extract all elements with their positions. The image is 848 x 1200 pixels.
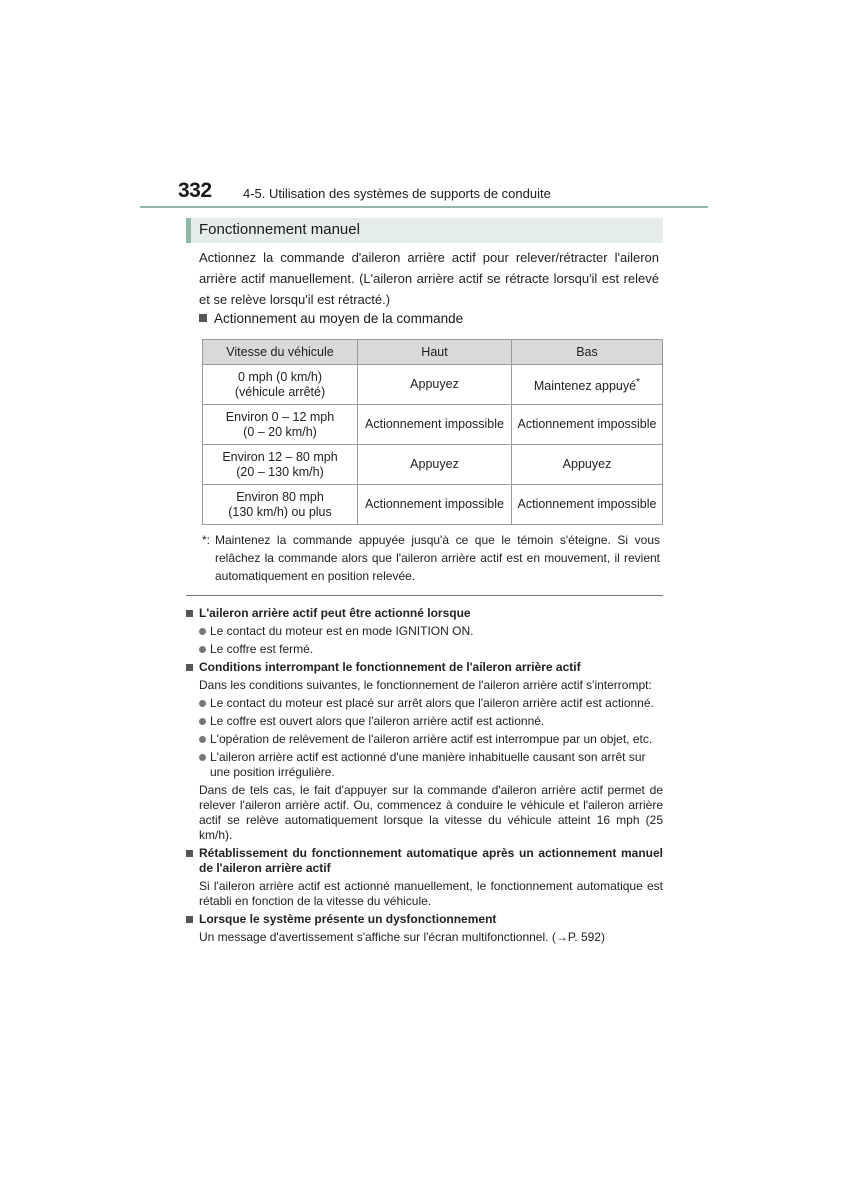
square-bullet-icon (186, 850, 193, 857)
header-rule (140, 206, 708, 208)
list-item: L'aileron arrière actif est actionné d'une manière inhabituelle causant son arrêt sur une position irrégulière. (186, 750, 663, 780)
bullet-dot-icon (199, 700, 206, 707)
up-cell: Appuyez (358, 365, 512, 405)
header-down: Bas (512, 340, 663, 365)
square-bullet-icon (186, 916, 193, 923)
list-item: L'opération de relèvement de l'aileron arrière actif est interrompue par un objet, etc. (186, 732, 663, 747)
header-up: Haut (358, 340, 512, 365)
notes-divider (186, 595, 663, 596)
header-speed: Vitesse du véhicule (203, 340, 358, 365)
note-paragraph: Si l'aileron arrière actif est actionné manuellement, le fonctionnement automatique est rétabli en fonction de la vitesse du véhicule. (199, 879, 663, 908)
down-cell: Maintenez appuyé* (512, 365, 663, 405)
note-heading: Lorsque le système présente un dysfonctionnement (186, 912, 663, 927)
footnote-marker: *: (202, 533, 211, 547)
table-header-row (203, 340, 663, 365)
running-head: 4-5. Utilisation des systèmes de supports de conduite (243, 186, 551, 201)
section-title: Fonctionnement manuel (199, 221, 360, 238)
up-cell: Actionnement impossible (358, 405, 512, 445)
square-bullet-icon (186, 610, 193, 617)
bullet-dot-icon (199, 628, 206, 635)
list-item: Le coffre est fermé. (186, 642, 663, 657)
speed-cell: 0 mph (0 km/h) (véhicule arrêté) (203, 365, 358, 405)
footnote (202, 531, 660, 585)
note-paragraph: Un message d'avertissement s'affiche sur l'écran multifonctionnel. (→P. 592) (199, 930, 605, 944)
speed-cell: Environ 12 – 80 mph (20 – 130 km/h) (203, 445, 358, 485)
list-item: Le contact du moteur est en mode IGNITION ON. (186, 624, 663, 639)
footnote-mark: * (636, 376, 641, 388)
speed-table (202, 339, 663, 525)
note-heading: L'aileron arrière actif peut être actionné lorsque (186, 606, 663, 621)
subhead-label: Actionnement au moyen de la commande (214, 311, 464, 326)
intro-paragraph: Actionnez la commande d'aileron arrière actif pour relever/rétracter l'aileron arrière actif manuellement. (L'aileron arrière actif se rétracte lorsqu'il est relevé et se relève lorsqu'il est rétracté.) (199, 250, 659, 307)
note-paragraph: Dans les conditions suivantes, le fonctionnement de l'aileron arrière actif s'interrompt: (199, 678, 652, 692)
table-row (203, 365, 663, 405)
list-item: Le coffre est ouvert alors que l'aileron arrière actif est actionné. (186, 714, 663, 729)
table-row (203, 405, 663, 445)
bullet-dot-icon (199, 718, 206, 725)
note-paragraph: Dans de tels cas, le fait d'appuyer sur la commande d'aileron arrière actif permet de relever l'aileron arrière actif. Ou, commencez à conduire le véhicule et l'aileron arrière actif se relève automatiquement lorsque la vitesse du véhicule atteint 16 mph (25 km/h). (199, 783, 663, 842)
square-bullet-icon (199, 314, 207, 322)
up-cell: Actionnement impossible (358, 485, 512, 525)
page-number: 332 (178, 179, 212, 202)
note-heading: Conditions interrompant le fonctionnement de l'aileron arrière actif (186, 660, 663, 675)
section-bar (186, 218, 663, 243)
table-row (203, 485, 663, 525)
bullet-dot-icon (199, 736, 206, 743)
notes-section (186, 603, 663, 945)
square-bullet-icon (186, 664, 193, 671)
note-heading: Rétablissement du fonctionnement automatique après un actionnement manuel de l'aileron arrière actif (186, 846, 663, 876)
speed-cell: Environ 80 mph (130 km/h) ou plus (203, 485, 358, 525)
up-cell: Appuyez (358, 445, 512, 485)
bullet-dot-icon (199, 646, 206, 653)
bullet-dot-icon (199, 754, 206, 761)
table-row (203, 445, 663, 485)
down-cell: Appuyez (512, 445, 663, 485)
table-subhead (199, 311, 463, 326)
down-cell: Actionnement impossible (512, 405, 663, 445)
list-item: Le contact du moteur est placé sur arrêt alors que l'aileron arrière actif est actionné. (186, 696, 663, 711)
speed-cell: Environ 0 – 12 mph (0 – 20 km/h) (203, 405, 358, 445)
down-cell: Actionnement impossible (512, 485, 663, 525)
footnote-text: Maintenez la commande appuyée jusqu'à ce que le témoin s'éteigne. Si vous relâchez la commande alors que l'aileron arrière actif est en mouvement, il revient automatiquement en position relevée. (215, 533, 660, 583)
